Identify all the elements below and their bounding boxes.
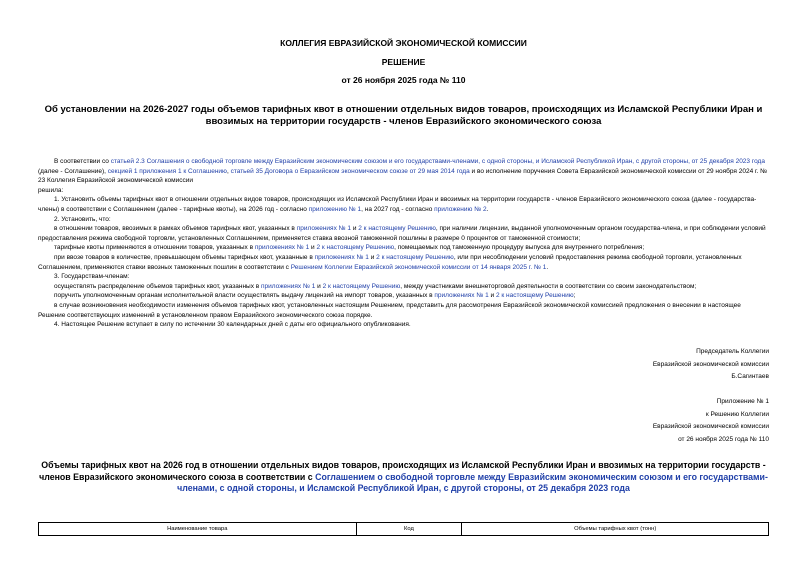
paragraph-3c: в случае возникновения необходимости изменения объемов тарифных квот, установленных настоящим Решением, представить для рассмотрения Евразийской экономической комиссией предложения о внесении в настоящее Решение соответствующих изменений в установленном правом Евразийского экономического союза порядке. bbox=[38, 301, 741, 319]
text: и во исполнение поручения Совета Евразийской экономической комиссии от 29 ноября 2024 г. № 23 Коллегия Евразийской экономической комиссии bbox=[38, 167, 768, 185]
text: и bbox=[351, 225, 359, 233]
preamble bbox=[38, 157, 769, 186]
issuing-authority: КОЛЛЕГИЯ ЕВРАЗИЙСКОЙ ЭКОНОМИЧЕСКОЙ КОМИССИИ bbox=[280, 38, 527, 48]
text: при ввозе товаров в количестве, превышающем объемы тарифных квот, указанные в bbox=[54, 253, 315, 261]
text: , между участниками внешнеторговой деятельности в соответствии со своим законодательством; bbox=[400, 282, 697, 290]
table-header-row bbox=[39, 523, 769, 536]
annex-1-link[interactable]: приложениях № 1 bbox=[314, 253, 369, 261]
annex-line: к Решению Коллегии bbox=[705, 410, 769, 418]
text: , bbox=[226, 167, 231, 175]
annex-1-link[interactable]: приложениях № 1 bbox=[261, 282, 316, 290]
text: , или при несоблюдении условий предоставления режима свободной торговли, установленных Соглашением, применяются ставки ввозных таможенных пошлин в соответствии с bbox=[38, 253, 742, 271]
paragraph-4: 4. Настоящее Решение вступает в силу по истечении 30 календарных дней с даты его официального опубликования. bbox=[54, 321, 411, 329]
text: , на 2027 год - согласно bbox=[361, 205, 435, 213]
quota-table bbox=[38, 522, 769, 536]
annex-2-link[interactable]: 2 к настоящему Решению bbox=[376, 253, 454, 261]
text: поручить уполномоченным органам исполнительной власти осуществлять выдачу лицензий на импорт товаров, указанных в bbox=[54, 292, 435, 300]
agreement-link[interactable]: Соглашением о свободной торговле между Евразийским экономическим союзом и его государствами-членами, с одной стороны, и Исламской Республикой Иран, с другой стороны, от 25 декабря 2023 года bbox=[177, 471, 768, 493]
document-type: РЕШЕНИЕ bbox=[381, 57, 426, 67]
header-code: Код bbox=[356, 523, 462, 536]
annex-1-link[interactable]: приложениях № 1 bbox=[434, 292, 489, 300]
decision-link[interactable]: Решением Коллегии Евразийской экономической комиссии от 14 января 2025 г. № 1 bbox=[290, 263, 547, 271]
header-quota-volume: Объемы тарифных квот (тонн) bbox=[462, 523, 769, 536]
paragraph-2c bbox=[38, 253, 769, 272]
annex-2-link[interactable]: 2 к настоящему Решению bbox=[316, 244, 395, 252]
signature-position: Председатель Коллегии bbox=[696, 348, 769, 355]
text: 1. Установить объемы тарифных квот в отношении отдельных видов товаров, происходящих из Исламской Республики Иран и ввозимых на территории государств - членов Евразийского экономического союза (далее - государства-члены) в соответствии с Соглашением (далее - тарифные квоты), на 2026 год - согласно bbox=[38, 196, 757, 213]
annex-2-link[interactable]: 2 к настоящему Решению bbox=[322, 282, 401, 290]
text: в отношении товаров, ввозимых в рамках объемов тарифных квот, указанных в bbox=[54, 225, 297, 233]
annex-2-link[interactable]: 2 к настоящему Решению bbox=[495, 292, 574, 300]
paragraph-2b bbox=[38, 243, 769, 253]
treaty-link[interactable]: статьей 35 Договора о Евразийском экономическом союзе от 29 мая 2014 года bbox=[230, 167, 470, 175]
text: и bbox=[315, 282, 323, 290]
text: Объемы тарифных квот на 2026 год в отношении отдельных видов товаров, происходящих из Исламской Республики Иран и ввозимых на территории государств - членов Евразийского экономического союза в соответствии с bbox=[39, 460, 766, 482]
paragraph-3: 3. Государствам-членам: bbox=[54, 273, 130, 281]
text: осуществлять распределение объемов тарифных квот, указанных в bbox=[54, 282, 262, 290]
text: тарифные квоты применяются в отношении товаров, указанных в bbox=[54, 244, 255, 252]
decided-label: решила: bbox=[38, 186, 64, 194]
paragraph-3b bbox=[38, 291, 769, 301]
signature-organization: Евразийской экономической комиссии bbox=[652, 360, 769, 368]
annex-line: Евразийской экономической комиссии bbox=[652, 423, 769, 430]
text: и bbox=[488, 292, 496, 300]
annex-line: от 26 ноября 2025 года № 110 bbox=[678, 435, 769, 443]
annex-title bbox=[30, 460, 777, 495]
paragraph-2: 2. Установить, что: bbox=[54, 215, 111, 223]
text: и bbox=[309, 244, 317, 252]
annex-2-link[interactable]: приложению № 2 bbox=[434, 205, 487, 213]
agreement-link[interactable]: статьей 2.3 Соглашения о свободной торговле между Евразийским экономическим союзом и его государствами-членами, с одной стороны, и Исламской Республикой Иран, с другой стороны, от 25 декабря 2023 года bbox=[110, 158, 765, 165]
annex-2-link[interactable]: 2 к настоящему Решению bbox=[358, 225, 436, 233]
text: . bbox=[486, 205, 489, 213]
signature-block bbox=[653, 346, 769, 384]
text: , при наличии лицензии, выданной уполномоченным органом государства-члена, и при соблюдении условий предоставления режима свободной торговли, установленных Соглашением, применяется ставка ввозной таможенной пошлины в размере 0 процентов от таможенной стоимости; bbox=[38, 225, 766, 242]
annex-1-link[interactable]: приложениях № 1 bbox=[254, 244, 310, 252]
text: , помещаемых под таможенную процедуру выпуска для внутреннего потребления; bbox=[394, 244, 645, 252]
annex-label: Приложение № 1 bbox=[716, 398, 769, 405]
paragraph-1 bbox=[38, 195, 769, 214]
document-body bbox=[38, 157, 769, 330]
document-date-number: от 26 ноября 2025 года № 110 bbox=[341, 75, 466, 85]
signature-name: Б.Сагинтаев bbox=[731, 373, 769, 380]
annex-1-link[interactable]: приложениях № 1 bbox=[296, 225, 352, 233]
text: и bbox=[368, 253, 377, 261]
annex-section-link[interactable]: секцией 1 приложения 1 к Соглашению bbox=[107, 167, 227, 175]
header-product-name: Наименование товара bbox=[39, 523, 357, 536]
text: В соответствии со bbox=[54, 158, 111, 165]
paragraph-2a bbox=[38, 224, 769, 243]
annex-reference bbox=[653, 396, 769, 446]
text: (далее - Соглашение), bbox=[38, 167, 108, 175]
text: ; bbox=[573, 292, 576, 300]
annex-1-link[interactable]: приложению № 1 bbox=[308, 205, 362, 213]
document-title: Об установлении на 2026-2027 годы объемов тарифных квот в отношении отдельных видов товаров, происходящих из Исламской Республики Иран и ввозимых на территории государств - членов Евразийского экономического союза bbox=[44, 104, 763, 127]
paragraph-3a bbox=[38, 282, 769, 292]
text: . bbox=[546, 263, 549, 271]
